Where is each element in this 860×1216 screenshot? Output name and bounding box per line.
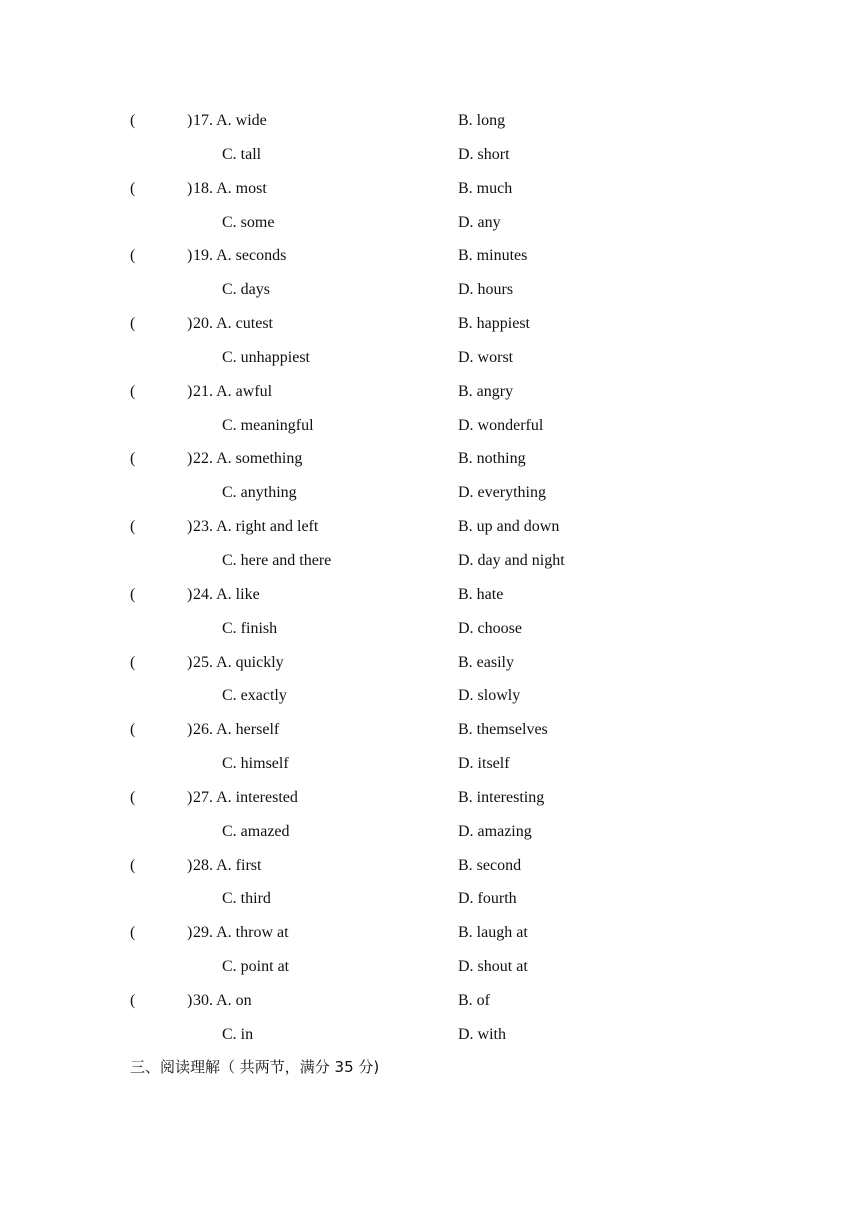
answer-blank-close: ): [187, 382, 193, 400]
option-c: C. himself: [222, 755, 289, 773]
section-heading: 三、阅读理解（ 共两节，满分 35 分): [130, 1058, 380, 1076]
option-c: C. finish: [222, 619, 278, 637]
question-dot: .: [209, 788, 217, 806]
option-a: A. seconds: [216, 247, 287, 265]
option-d: D. everything: [458, 484, 546, 502]
question-dot: .: [209, 450, 217, 468]
option-a: A. quickly: [216, 653, 284, 671]
answer-blank-close: ): [187, 247, 193, 265]
question-number-and-option-a: [193, 382, 272, 402]
option-a: A. wide: [216, 112, 267, 129]
question-row-continued: [0, 619, 860, 653]
option-c: C. days: [222, 281, 270, 299]
question-dot: .: [209, 247, 217, 265]
question-row-continued: [0, 889, 860, 923]
option-c: C. third: [222, 890, 271, 908]
question-dot: .: [209, 924, 217, 942]
option-d: D. shout at: [458, 958, 528, 976]
question-number-and-option-a: [193, 856, 261, 876]
option-d: D. with: [458, 1025, 506, 1043]
question-row: [0, 517, 860, 551]
question-number-and-option-a: [193, 111, 267, 131]
answer-blank-close: ): [187, 518, 193, 536]
option-d: D. wonderful: [458, 416, 544, 434]
option-a: A. cutest: [216, 315, 273, 333]
answer-blank-open: (: [130, 518, 136, 536]
question-row: [0, 720, 860, 754]
option-d: D. hours: [458, 281, 514, 299]
option-b: B. second: [458, 856, 522, 874]
question-row: [0, 111, 860, 145]
option-a: A. like: [216, 585, 260, 603]
question-number-and-option-a: [193, 720, 279, 740]
question-row-continued: [0, 213, 860, 247]
option-a: A. throw at: [216, 924, 289, 942]
question-number-and-option-a: [193, 788, 298, 808]
answer-blank-open: (: [130, 315, 136, 333]
option-d: D. slowly: [458, 687, 521, 705]
question-number: 23: [193, 518, 209, 536]
option-a: A. herself: [216, 721, 280, 739]
option-b: B. themselves: [458, 721, 548, 739]
answer-blank-open: (: [130, 112, 136, 129]
answer-blank-open: (: [130, 179, 136, 197]
option-c: C. meaningful: [222, 416, 314, 434]
question-number: 27: [193, 788, 209, 806]
question-dot: .: [209, 315, 217, 333]
question-number: 26: [193, 721, 209, 739]
option-d: D. any: [458, 213, 501, 231]
question-list: [0, 111, 860, 1059]
answer-blank-open: (: [130, 653, 136, 671]
question-dot: .: [209, 585, 217, 603]
question-row-continued: [0, 483, 860, 517]
question-row: [0, 314, 860, 348]
question-number: 28: [193, 856, 209, 874]
option-b: B. up and down: [458, 518, 560, 536]
question-dot: .: [209, 382, 217, 400]
question-number: 20: [193, 315, 209, 333]
answer-blank-open: (: [130, 788, 136, 806]
option-d: D. amazing: [458, 822, 532, 840]
question-number-and-option-a: [193, 314, 273, 334]
question-row-continued: [0, 416, 860, 450]
question-number: 30: [193, 991, 209, 1009]
answer-blank-close: ): [187, 179, 193, 197]
option-b: B. interesting: [458, 788, 545, 806]
option-d: D. fourth: [458, 890, 517, 908]
option-a: A. interested: [216, 788, 298, 806]
question-row: [0, 449, 860, 483]
question-row-continued: [0, 1025, 860, 1059]
question-row-continued: [0, 754, 860, 788]
answer-blank-open: (: [130, 585, 136, 603]
option-a: A. on: [216, 991, 252, 1009]
option-d: D. short: [458, 145, 510, 163]
answer-blank-open: (: [130, 856, 136, 874]
question-number-and-option-a: [193, 991, 252, 1011]
question-row: [0, 179, 860, 213]
option-c: C. in: [222, 1025, 254, 1043]
option-c: C. anything: [222, 484, 297, 502]
option-c: C. some: [222, 213, 275, 231]
answer-blank-close: ): [187, 721, 193, 739]
question-dot: .: [209, 721, 217, 739]
question-row-continued: [0, 551, 860, 585]
answer-blank-close: ): [187, 788, 193, 806]
option-b: B. happiest: [458, 315, 530, 333]
question-number: 24: [193, 585, 209, 603]
question-row: [0, 856, 860, 890]
question-dot: .: [209, 653, 217, 671]
answer-blank-open: (: [130, 450, 136, 468]
question-row-continued: [0, 348, 860, 382]
question-number: 18: [193, 179, 209, 197]
question-row: [0, 246, 860, 280]
question-row-continued: [0, 957, 860, 991]
question-row: [0, 788, 860, 822]
answer-blank-open: (: [130, 721, 136, 739]
option-b: B. nothing: [458, 450, 526, 468]
option-c: C. tall: [222, 145, 262, 163]
answer-blank-open: (: [130, 991, 136, 1009]
question-row-continued: [0, 145, 860, 179]
option-b: B. laugh at: [458, 924, 528, 942]
option-c: C. exactly: [222, 687, 287, 705]
answer-blank-close: ): [187, 653, 193, 671]
question-dot: .: [209, 518, 217, 536]
question-dot: .: [209, 112, 217, 129]
answer-blank-open: (: [130, 382, 136, 400]
question-number: 22: [193, 450, 209, 468]
question-row: [0, 923, 860, 957]
answer-blank-close: ): [187, 991, 193, 1009]
option-b: B. of: [458, 991, 490, 1009]
option-d: D. itself: [458, 755, 510, 773]
question-number-and-option-a: [193, 653, 284, 673]
option-a: A. something: [216, 450, 303, 468]
question-row: [0, 991, 860, 1025]
option-a: A. most: [216, 179, 267, 197]
question-number: 19: [193, 247, 209, 265]
option-c: C. point at: [222, 958, 290, 976]
question-row: [0, 585, 860, 619]
option-b: B. easily: [458, 653, 514, 671]
answer-blank-close: ): [187, 924, 193, 942]
answer-blank-open: (: [130, 924, 136, 942]
option-c: C. amazed: [222, 822, 290, 840]
option-b: B. angry: [458, 382, 514, 400]
question-row-continued: [0, 280, 860, 314]
answer-blank-close: ): [187, 450, 193, 468]
question-number: 29: [193, 924, 209, 942]
question-number-and-option-a: [193, 246, 286, 266]
option-d: D. worst: [458, 348, 514, 366]
question-number-and-option-a: [193, 923, 289, 943]
option-b: B. hate: [458, 585, 504, 603]
option-a: A. awful: [216, 382, 273, 400]
question-number-and-option-a: [193, 179, 267, 199]
question-number-and-option-a: [193, 585, 260, 605]
option-c: C. unhappiest: [222, 348, 310, 366]
question-row-continued: [0, 822, 860, 856]
question-number-and-option-a: [193, 517, 318, 537]
answer-blank-close: ): [187, 112, 193, 129]
question-number: 17: [193, 112, 209, 129]
question-row: [0, 653, 860, 687]
option-d: D. day and night: [458, 551, 565, 569]
question-row: [0, 382, 860, 416]
question-number: 25: [193, 653, 209, 671]
option-d: D. choose: [458, 619, 522, 637]
option-a: A. right and left: [216, 518, 319, 536]
question-number: 21: [193, 382, 209, 400]
answer-blank-close: ): [187, 315, 193, 333]
question-dot: .: [209, 179, 217, 197]
option-b: B. minutes: [458, 247, 528, 265]
answer-blank-close: ): [187, 585, 193, 603]
question-dot: .: [209, 991, 217, 1009]
option-c: C. here and there: [222, 551, 332, 569]
answer-blank-close: ): [187, 856, 193, 874]
option-b: B. long: [458, 112, 506, 129]
option-a: A. first: [216, 856, 262, 874]
option-b: B. much: [458, 179, 513, 197]
answer-blank-open: (: [130, 247, 136, 265]
question-dot: .: [209, 856, 217, 874]
question-row-continued: [0, 686, 860, 720]
question-number-and-option-a: [193, 449, 302, 469]
